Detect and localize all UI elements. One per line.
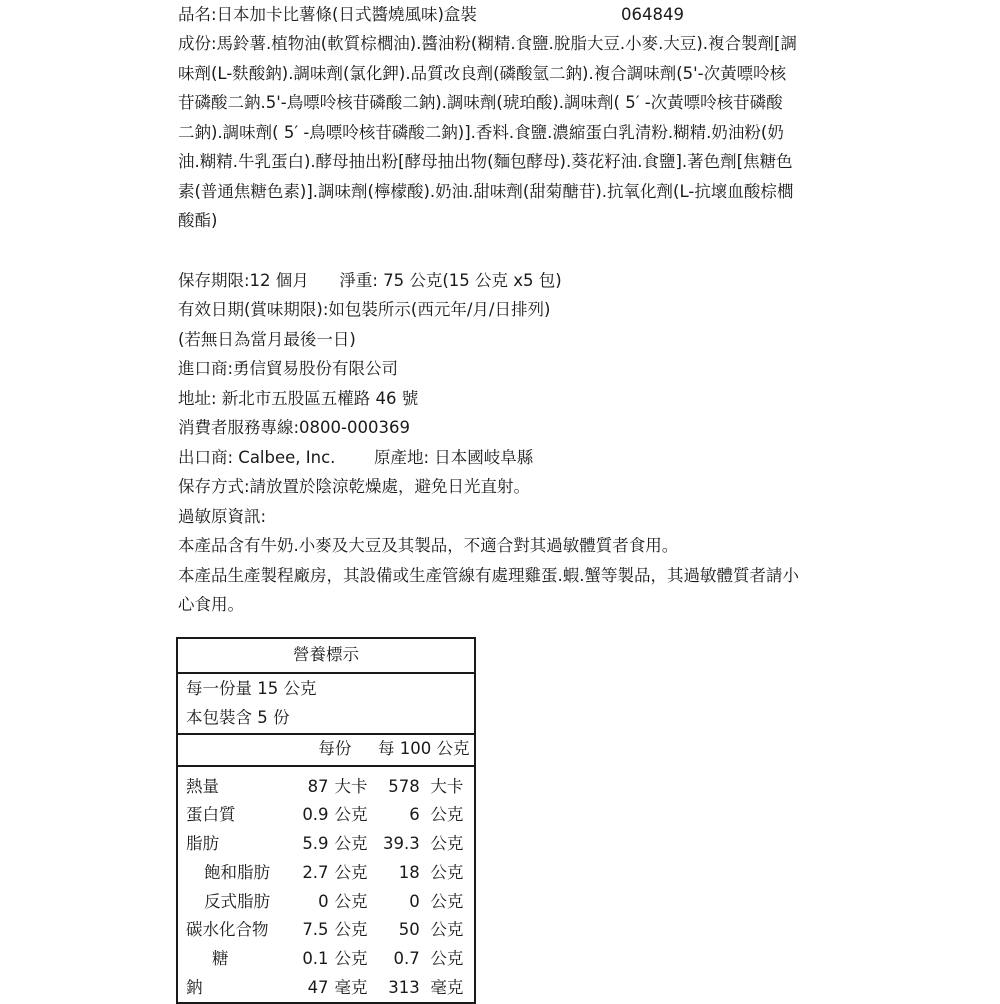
shelf-life: 保存期限:12 個月 [178, 270, 309, 290]
per-100g-value: 0 [409, 891, 420, 911]
serving-size: 每一份量 15 公克 [186, 678, 317, 698]
per-serving-unit: 公克 [334, 805, 368, 825]
per-serving-value: 2.7 [302, 862, 329, 882]
per-100g-value: 39.3 [382, 834, 420, 854]
ingredients-line: 素(普通焦糖色素)].調味劑(檸檬酸).奶油.甜味劑(甜菊醣苷).抗氧化劑(L-抗壞血酸棕櫚 [178, 181, 794, 201]
nutrient-row [177, 916, 475, 945]
per-100g-unit: 毫克 [430, 977, 464, 997]
per-serving-value: 5.9 [302, 834, 329, 854]
nutrient-name: 蛋白質 [186, 805, 236, 825]
per-serving-unit: 公克 [334, 891, 368, 911]
nutrient-row [177, 766, 475, 802]
product-name: 品名:日本加卡比薯條(日式醬燒風味)盒裝 [178, 5, 477, 24]
per-100g-unit: 公克 [430, 948, 464, 968]
nutrient-name: 熱量 [186, 776, 219, 796]
servings-per-pack: 本包裝含 5 份 [177, 704, 475, 734]
exporter: 出口商: Calbee, Inc. [178, 447, 336, 467]
net-weight: 淨重: 75 公克(15 公克 x5 包) [339, 270, 562, 290]
ingredients-line: 味劑(L-麩酸鈉).調味劑(氯化鉀).品質改良劑(磷酸氫二鈉).複合調味劑(5'-次黃嘌呤核 [178, 63, 787, 83]
address: 地址: 新北市五股區五權路 46 號 [178, 388, 419, 408]
per-100g-unit: 公克 [430, 891, 464, 911]
per-serving-value: 0.9 [302, 805, 329, 825]
per-serving-unit: 公克 [334, 948, 368, 968]
nutrient-name: 糖 [212, 948, 229, 968]
per-serving-value: 7.5 [302, 920, 329, 940]
per-100g-value: 313 [388, 977, 420, 997]
per-100g-value: 6 [409, 805, 420, 825]
nutrient-name: 鈉 [186, 977, 203, 997]
origin: 原產地: 日本國岐阜縣 [373, 447, 534, 467]
per-serving-value: 87 [307, 776, 329, 796]
per-100g-unit: 公克 [430, 805, 464, 825]
per-100g-value: 50 [398, 920, 420, 940]
nutrient-name: 反式脂肪 [204, 891, 270, 911]
nutrition-title: 營養標示 [177, 638, 475, 673]
nutrient-row [177, 801, 475, 830]
product-label-document [178, 0, 828, 620]
per-100g-unit: 大卡 [430, 776, 464, 796]
per-100g-value: 0.7 [393, 948, 420, 968]
per-100g-value: 578 [388, 776, 420, 796]
hotline: 消費者服務專線:0800-000369 [178, 418, 410, 437]
nutrient-row [177, 945, 475, 974]
allergen-title: 過敏原資訊: [178, 506, 267, 526]
per-100g-unit: 公克 [430, 862, 464, 882]
per-serving-value: 0.1 [302, 948, 329, 968]
nutrient-name: 碳水化合物 [186, 920, 269, 940]
product-code: 064849 [621, 5, 684, 24]
ingredients-line: 酸酯) [178, 211, 218, 230]
col-per-serving: 每份 [296, 734, 373, 766]
ingredients-line: 成份:馬鈴薯.植物油(軟質棕櫚油).醬油粉(糊精.食鹽.脫脂大豆.小麥.大豆).複合製劑[調 [178, 34, 797, 53]
per-100g-unit: 公克 [430, 920, 464, 940]
per-serving-unit: 大卡 [334, 776, 368, 796]
per-serving-unit: 公克 [334, 920, 368, 940]
nutrient-row [177, 830, 475, 859]
storage: 保存方式:請放置於陰涼乾燥處，避免日光直射。 [178, 477, 531, 496]
per-serving-value: 47 [307, 977, 329, 997]
per-serving-unit: 公克 [334, 862, 368, 882]
per-100g-value: 18 [398, 862, 420, 882]
per-serving-value: 0 [318, 891, 329, 911]
product-info [178, 266, 828, 620]
per-100g-unit: 公克 [430, 834, 464, 854]
nutrient-name: 飽和脂肪 [204, 862, 270, 882]
allergen-statement-2-cont: 心食用。 [178, 595, 244, 614]
nutrition-facts-table [176, 637, 476, 1004]
nutrient-row [177, 859, 475, 888]
per-serving-unit: 毫克 [334, 977, 368, 997]
title-row [178, 0, 828, 29]
allergen-statement-2: 本產品生產製程廠房，其設備或生產管線有處理雞蛋.蝦.蟹等製品，其過敏體質者請小 [178, 565, 799, 585]
expiry: 有效日期(賞味期限):如包裝所示(西元年/月/日排列) [178, 300, 551, 319]
nutrient-row [177, 888, 475, 917]
ingredients-line: 油.糊精.牛乳蛋白).酵母抽出粉[酵母抽出物(麵包酵母).葵花籽油.食鹽].著色劑[焦糖色 [178, 152, 793, 171]
ingredients-line: 二鈉).調味劑( 5′ -鳥嘌呤核苷磷酸二鈉)].香料.食鹽.濃縮蛋白乳清粉.糊精.奶油粉(奶 [178, 122, 784, 142]
nutrient-name: 脂肪 [186, 834, 219, 854]
ingredients-paragraph [178, 29, 828, 236]
ingredients-line: 苷磷酸二鈉.5'-鳥嘌呤核苷磷酸二鈉).調味劑(琥珀酸).調味劑( 5′ -次黃嘌呤核苷磷酸 [178, 93, 783, 112]
col-per-100g: 每 100 公克 [373, 734, 475, 766]
per-serving-unit: 公克 [334, 834, 368, 854]
allergen-statement-1: 本產品含有牛奶.小麥及大豆及其製品，不適合對其過敏體質者食用。 [178, 536, 679, 555]
importer: 進口商:勇信貿易股份有限公司 [178, 359, 399, 378]
expiry-note: (若無日為當月最後一日) [178, 329, 356, 349]
nutrient-row [177, 974, 475, 1004]
